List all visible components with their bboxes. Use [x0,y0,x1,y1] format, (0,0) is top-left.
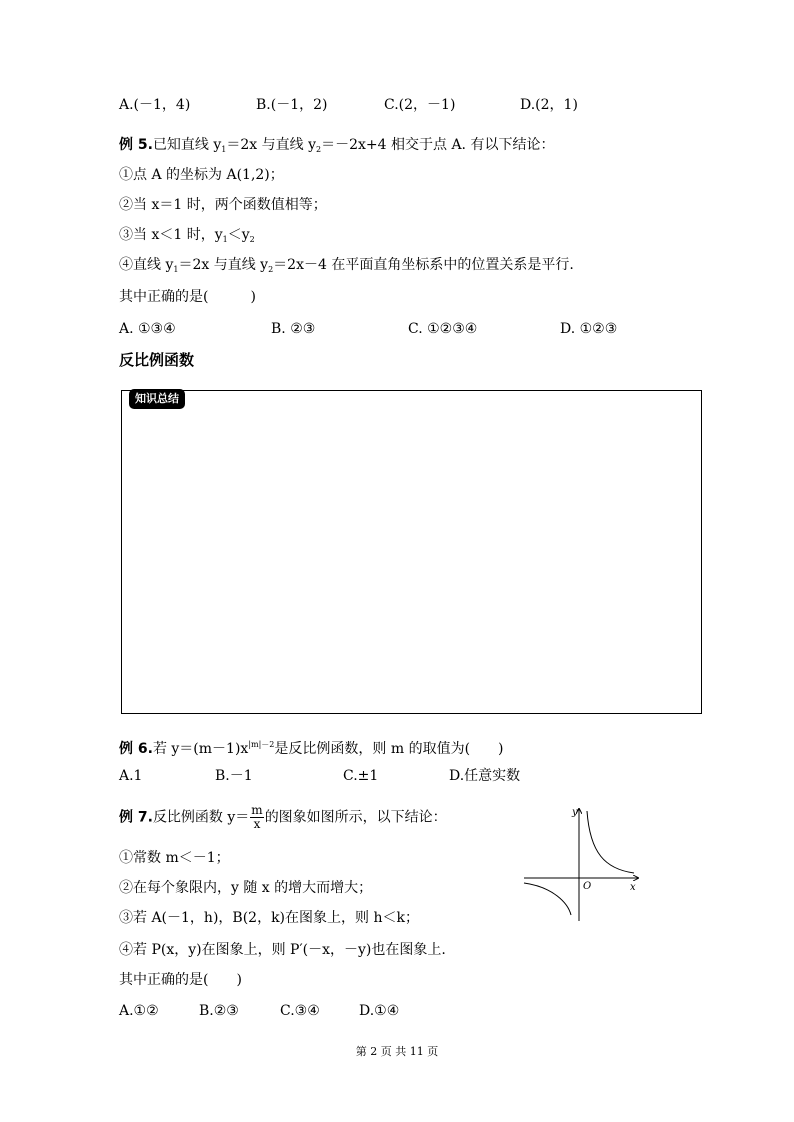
fraction-numerator: m [251,803,263,817]
ex6-option-c: C.±1 [343,768,379,784]
ex7-conclusion-2: ②在每个象限内，y 随 x 的增大而增大； [119,880,373,896]
ex5-conclusion-1: ①点 A 的坐标为 A(1,2)； [119,167,284,183]
hyperbola-branch-q1 [587,811,634,873]
ex5-label: 例 5. [119,137,153,153]
ex5-stem-text-3: ＝－2x+4 相交于点 A. 有以下结论： [321,137,555,153]
ex5-option-a: A. ①③④ [119,321,176,337]
ex7-conclusion-4: ④若 P(x，y)在图象上，则 P′(－x，－y)也在图象上. [119,942,446,958]
ex6-exponent: |m|－2 [248,740,275,749]
ex6-stem-text-2: 是反比例函数，则 m 的取值为( ) [274,741,504,757]
ex7-fraction [250,804,263,831]
q4-option-c: C.(2，－1) [384,97,456,113]
ex7-option-b: B.②③ [199,1003,239,1019]
knowledge-summary-box [121,390,702,714]
ex7-option-c: C.③④ [280,1003,320,1019]
ex7-question: 其中正确的是( ) [119,972,242,988]
ex6-option-d: D.任意实数 [449,768,521,784]
section-title: 反比例函数 [119,351,195,369]
ex5-conclusion-2: ②当 x＝1 时，两个函数值相等； [119,197,327,213]
ex5-c4-text-1: ④直线 y [119,257,174,273]
ex5-c4-sub-2: 2 [268,265,274,274]
q4-option-d: D.(2，1) [520,97,578,113]
ex5-c3-sub-2: 2 [249,235,255,244]
hyperbola-graph [520,803,645,923]
ex6-option-a: A.1 [119,768,143,784]
ex7-conclusion-3: ③若 A(－1，h)，B(2，k)在图象上，则 h＜k； [119,910,419,926]
q4-option-a: A.(－1，4) [119,97,191,113]
ex5-c4-text-3: ＝2x－4 在平面直角坐标系中的位置关系是平行. [273,257,574,273]
ex5-c3-text-1: ③当 x＜1 时，y [119,227,223,243]
ex7-label: 例 7. [119,809,153,826]
ex5-conclusion-4 [119,255,574,280]
ex5-c3-sub-1: 1 [222,235,228,244]
ex5-c3-text-2: ＜y [227,227,250,243]
fraction-denominator: x [253,817,261,831]
ex5-stem-text-2: ＝2x 与直线 y [226,137,317,153]
q4-option-b: B.(－1，2) [256,97,328,113]
summary-tag: 知识总结 [129,389,185,409]
ex5-c4-sub-1: 1 [173,265,179,274]
ex5-conclusion-3 [119,225,255,250]
ex5-option-b: B. ②③ [271,321,316,337]
x-axis-label: x [630,882,636,893]
page-footer: 第 2 页 共 11 页 [355,1045,439,1058]
ex6-stem [119,735,504,759]
ex5-sub-1: 1 [221,145,227,154]
ex7-stem-text-2: 的图象如图所示，以下结论： [264,809,447,826]
ex6-stem-text-1: 若 y＝(m－1)x [152,741,249,757]
ex7-stem [119,804,447,831]
ex7-option-d: D.①④ [359,1003,400,1019]
ex5-stem-text-1: 已知直线 y [152,137,222,153]
ex5-stem [119,135,554,160]
y-axis-label: y [572,807,578,818]
ex6-option-b: B.－1 [215,768,253,784]
hyperbola-branch-q3 [524,883,571,915]
ex5-question: 其中正确的是( ) [119,289,256,305]
ex7-conclusion-1: ①常数 m＜－1； [119,850,230,866]
ex5-option-d: D. ①②③ [560,321,618,337]
ex7-stem-text-1: 反比例函数 y＝ [152,809,250,826]
ex5-c4-text-2: ＝2x 与直线 y [178,257,269,273]
origin-label: O [583,881,592,892]
ex7-option-a: A.①② [119,1003,159,1019]
ex5-sub-2: 2 [316,145,322,154]
ex5-option-c: C. ①②③④ [408,321,478,337]
ex6-label: 例 6. [119,741,153,757]
